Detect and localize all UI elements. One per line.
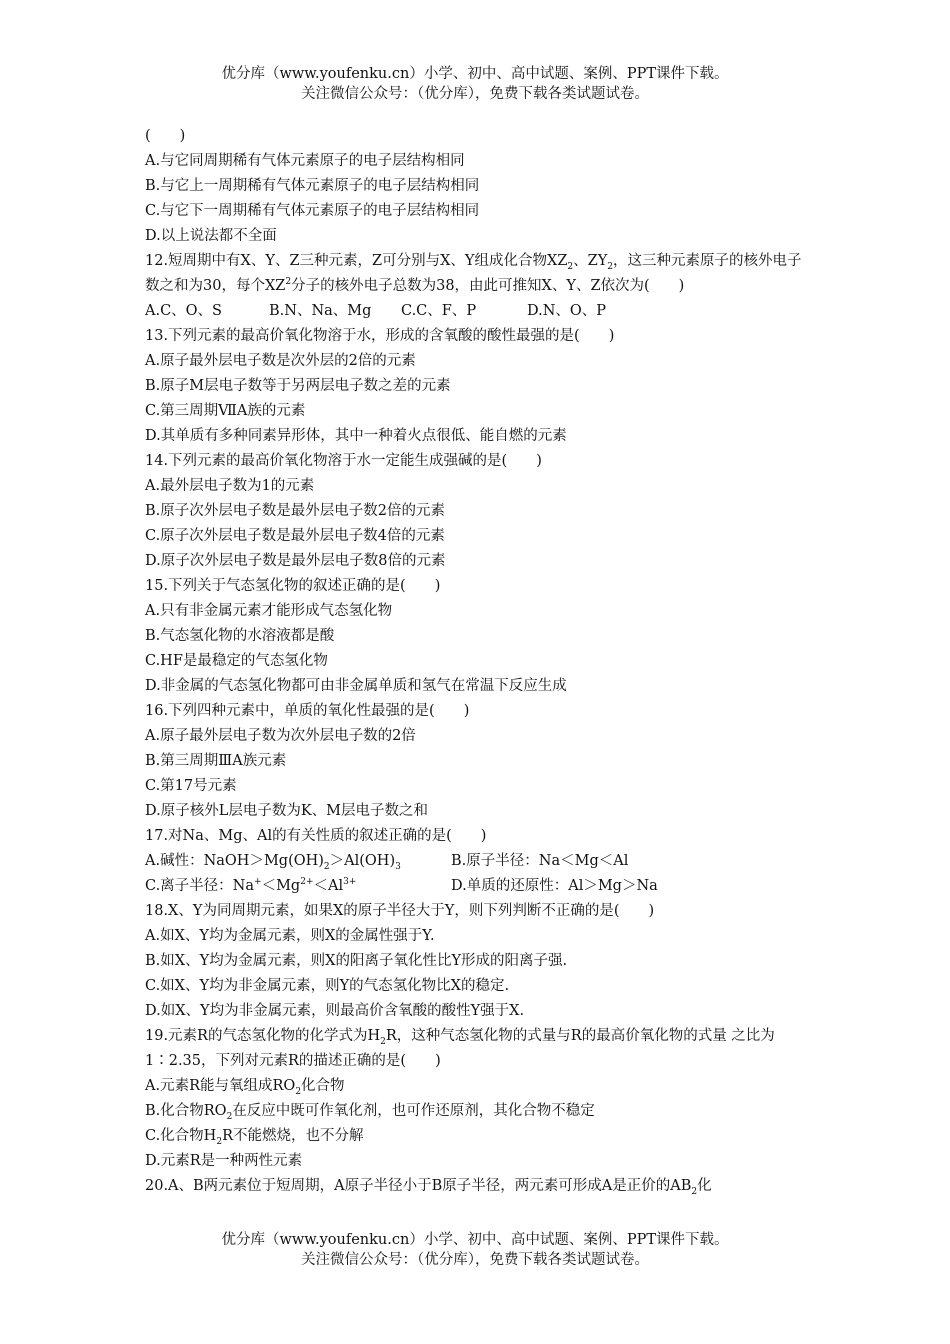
- header-line-2: 关注微信公众号：（优分库），免费下载各类试题试卷。: [301, 86, 649, 102]
- q16-option-b: B.第三周期ⅢA族元素: [145, 753, 287, 769]
- q17-options-row-2: [145, 874, 813, 899]
- q18-stem: 18.X、Y为同周期元素，如果X的原子半径大于Y，则下列判断不正确的是( ): [145, 903, 655, 919]
- q17-option-b: B.原子半径：Na＜Mg＜Al: [451, 853, 629, 869]
- footer-line-1: 优分库（www.youfenku.cn）小学、初中、高中试题、案例、PPT课件下载。: [221, 1232, 729, 1248]
- q11-option-c: C.与它下一周期稀有气体元素原子的电子层结构相同: [145, 203, 480, 219]
- q19-option-a: A.元素R能与氧组成$RO_2$化合物: [145, 1078, 345, 1097]
- header-line-1: 优分库（www.youfenku.cn）小学、初中、高中试题、案例、PPT课件下载。: [221, 66, 729, 82]
- q14-option-c: C.原子次外层电子数是最外层电子数4倍的元素: [145, 528, 445, 544]
- q12-option-a: A.C、O、S: [145, 303, 222, 319]
- q17-option-a: A.碱性：$NaOH>Mg(OH)_2>Al(OH)_3$: [145, 853, 401, 872]
- q13-option-b: B.原子M层电子数等于另两层电子数之差的元素: [145, 378, 451, 394]
- q16-stem: 16.下列四种元素中，单质的氧化性最强的是( ): [145, 703, 470, 719]
- q13-option-d: D.其单质有多种同素异形体，其中一种着火点很低、能自燃的元素: [145, 428, 567, 444]
- q15-option-d: D.非金属的气态氢化物都可由非金属单质和氢气在常温下反应生成: [145, 678, 567, 694]
- q16-option-a: A.原子最外层电子数为次外层电子数的2倍: [145, 728, 416, 744]
- q12-option-d: D.N、O、P: [527, 303, 607, 319]
- page-footer: [0, 1230, 950, 1270]
- q13-option-a: A.原子最外层电子数是次外层的2倍的元素: [145, 353, 416, 369]
- q18-option-b: B.如X、Y均为金属元素，则X的阳离子氧化性比Y形成的阳离子强.: [145, 953, 568, 969]
- q14-stem: 14.下列元素的最高价氧化物溶于水一定能生成强碱的是( ): [145, 453, 542, 469]
- q19-option-d: D.元素R是一种两性元素: [145, 1153, 303, 1169]
- q18-option-a: A.如X、Y均为金属元素，则X的金属性强于Y.: [145, 928, 435, 944]
- page-header: [0, 64, 950, 104]
- q18-option-c: C.如X、Y均为非金属元素，则Y的气态氢化物比X的稳定.: [145, 978, 510, 994]
- q12-stem: 12.短周期中有X、Y、Z三种元素，Z可分别与X、Y组成化合物$XZ_2$、$ZY_2$，这三种元素原子的核外电子数之和为30，每个$XZ^2$分子的核外电子总数为38，由此可推知X、Y、Z依次为( ): [145, 253, 802, 294]
- q19-stem: 19.元素R的气态氢化物的化学式为$H_2R$，这种气态氢化物的式量与R的最高价氧化物的式量 之比为1∶2.35，下列对元素R的描述正确的是( ): [145, 1028, 775, 1069]
- q15-option-c: C.HF是最稳定的气态氢化物: [145, 653, 328, 669]
- q17-option-d: D.单质的还原性：Al＞Mg＞Na: [451, 878, 658, 894]
- q11-option-d: D.以上说法都不全面: [145, 228, 277, 244]
- q17-options-row-1: [145, 849, 813, 874]
- q19-option-c: C.化合物$H_2R$不能燃烧，也不分解: [145, 1128, 364, 1147]
- q17-stem: 17.对Na、Mg、Al的有关性质的叙述正确的是( ): [145, 828, 487, 844]
- q14-option-d: D.原子次外层电子数是最外层电子数8倍的元素: [145, 553, 446, 569]
- q13-stem: 13.下列元素的最高价氧化物溶于水，形成的含氧酸的酸性最强的是( ): [145, 328, 615, 344]
- q15-option-b: B.气态氢化物的水溶液都是酸: [145, 628, 335, 644]
- q16-option-d: D.原子核外L层电子数为K、M层电子数之和: [145, 803, 429, 819]
- footer-line-2: 关注微信公众号：（优分库），免费下载各类试题试卷。: [301, 1252, 649, 1268]
- q15-stem: 15.下列关于气态氢化物的叙述正确的是( ): [145, 578, 441, 594]
- q15-option-a: A.只有非金属元素才能形成气态氢化物: [145, 603, 393, 619]
- q11-stem: ( ): [145, 128, 186, 144]
- q11-option-a: A.与它同周期稀有气体元素原子的电子层结构相同: [145, 153, 465, 169]
- q18-option-d: D.如X、Y均为非金属元素，则最高价含氧酸的酸性Y强于X.: [145, 1003, 525, 1019]
- q19-option-b: B.化合物$RO_2$在反应中既可作氧化剂，也可作还原剂，其化合物不稳定: [145, 1103, 595, 1122]
- q14-option-a: A.最外层电子数为1的元素: [145, 478, 315, 494]
- q11-option-b: B.与它上一周期稀有气体元素原子的电子层结构相同: [145, 178, 480, 194]
- q14-option-b: B.原子次外层电子数是最外层电子数2倍的元素: [145, 503, 445, 519]
- question-content: [145, 124, 813, 1199]
- q17-option-c: C.离子半径：$Na^+<Mg^{2+}<Al^{3+}$: [145, 877, 357, 894]
- q16-option-c: C.第17号元素: [145, 778, 237, 794]
- q12-option-b: B.N、Na、Mg: [269, 303, 372, 319]
- q12-options: [145, 299, 813, 324]
- q20-stem: 20.A、B两元素位于短周期，A原子半径小于B原子半径，两元素可形成A是正价的$AB_2$化: [145, 1178, 712, 1197]
- q13-option-c: C.第三周期ⅦA族的元素: [145, 403, 306, 419]
- q12-option-c: C.C、F、P: [401, 303, 477, 319]
